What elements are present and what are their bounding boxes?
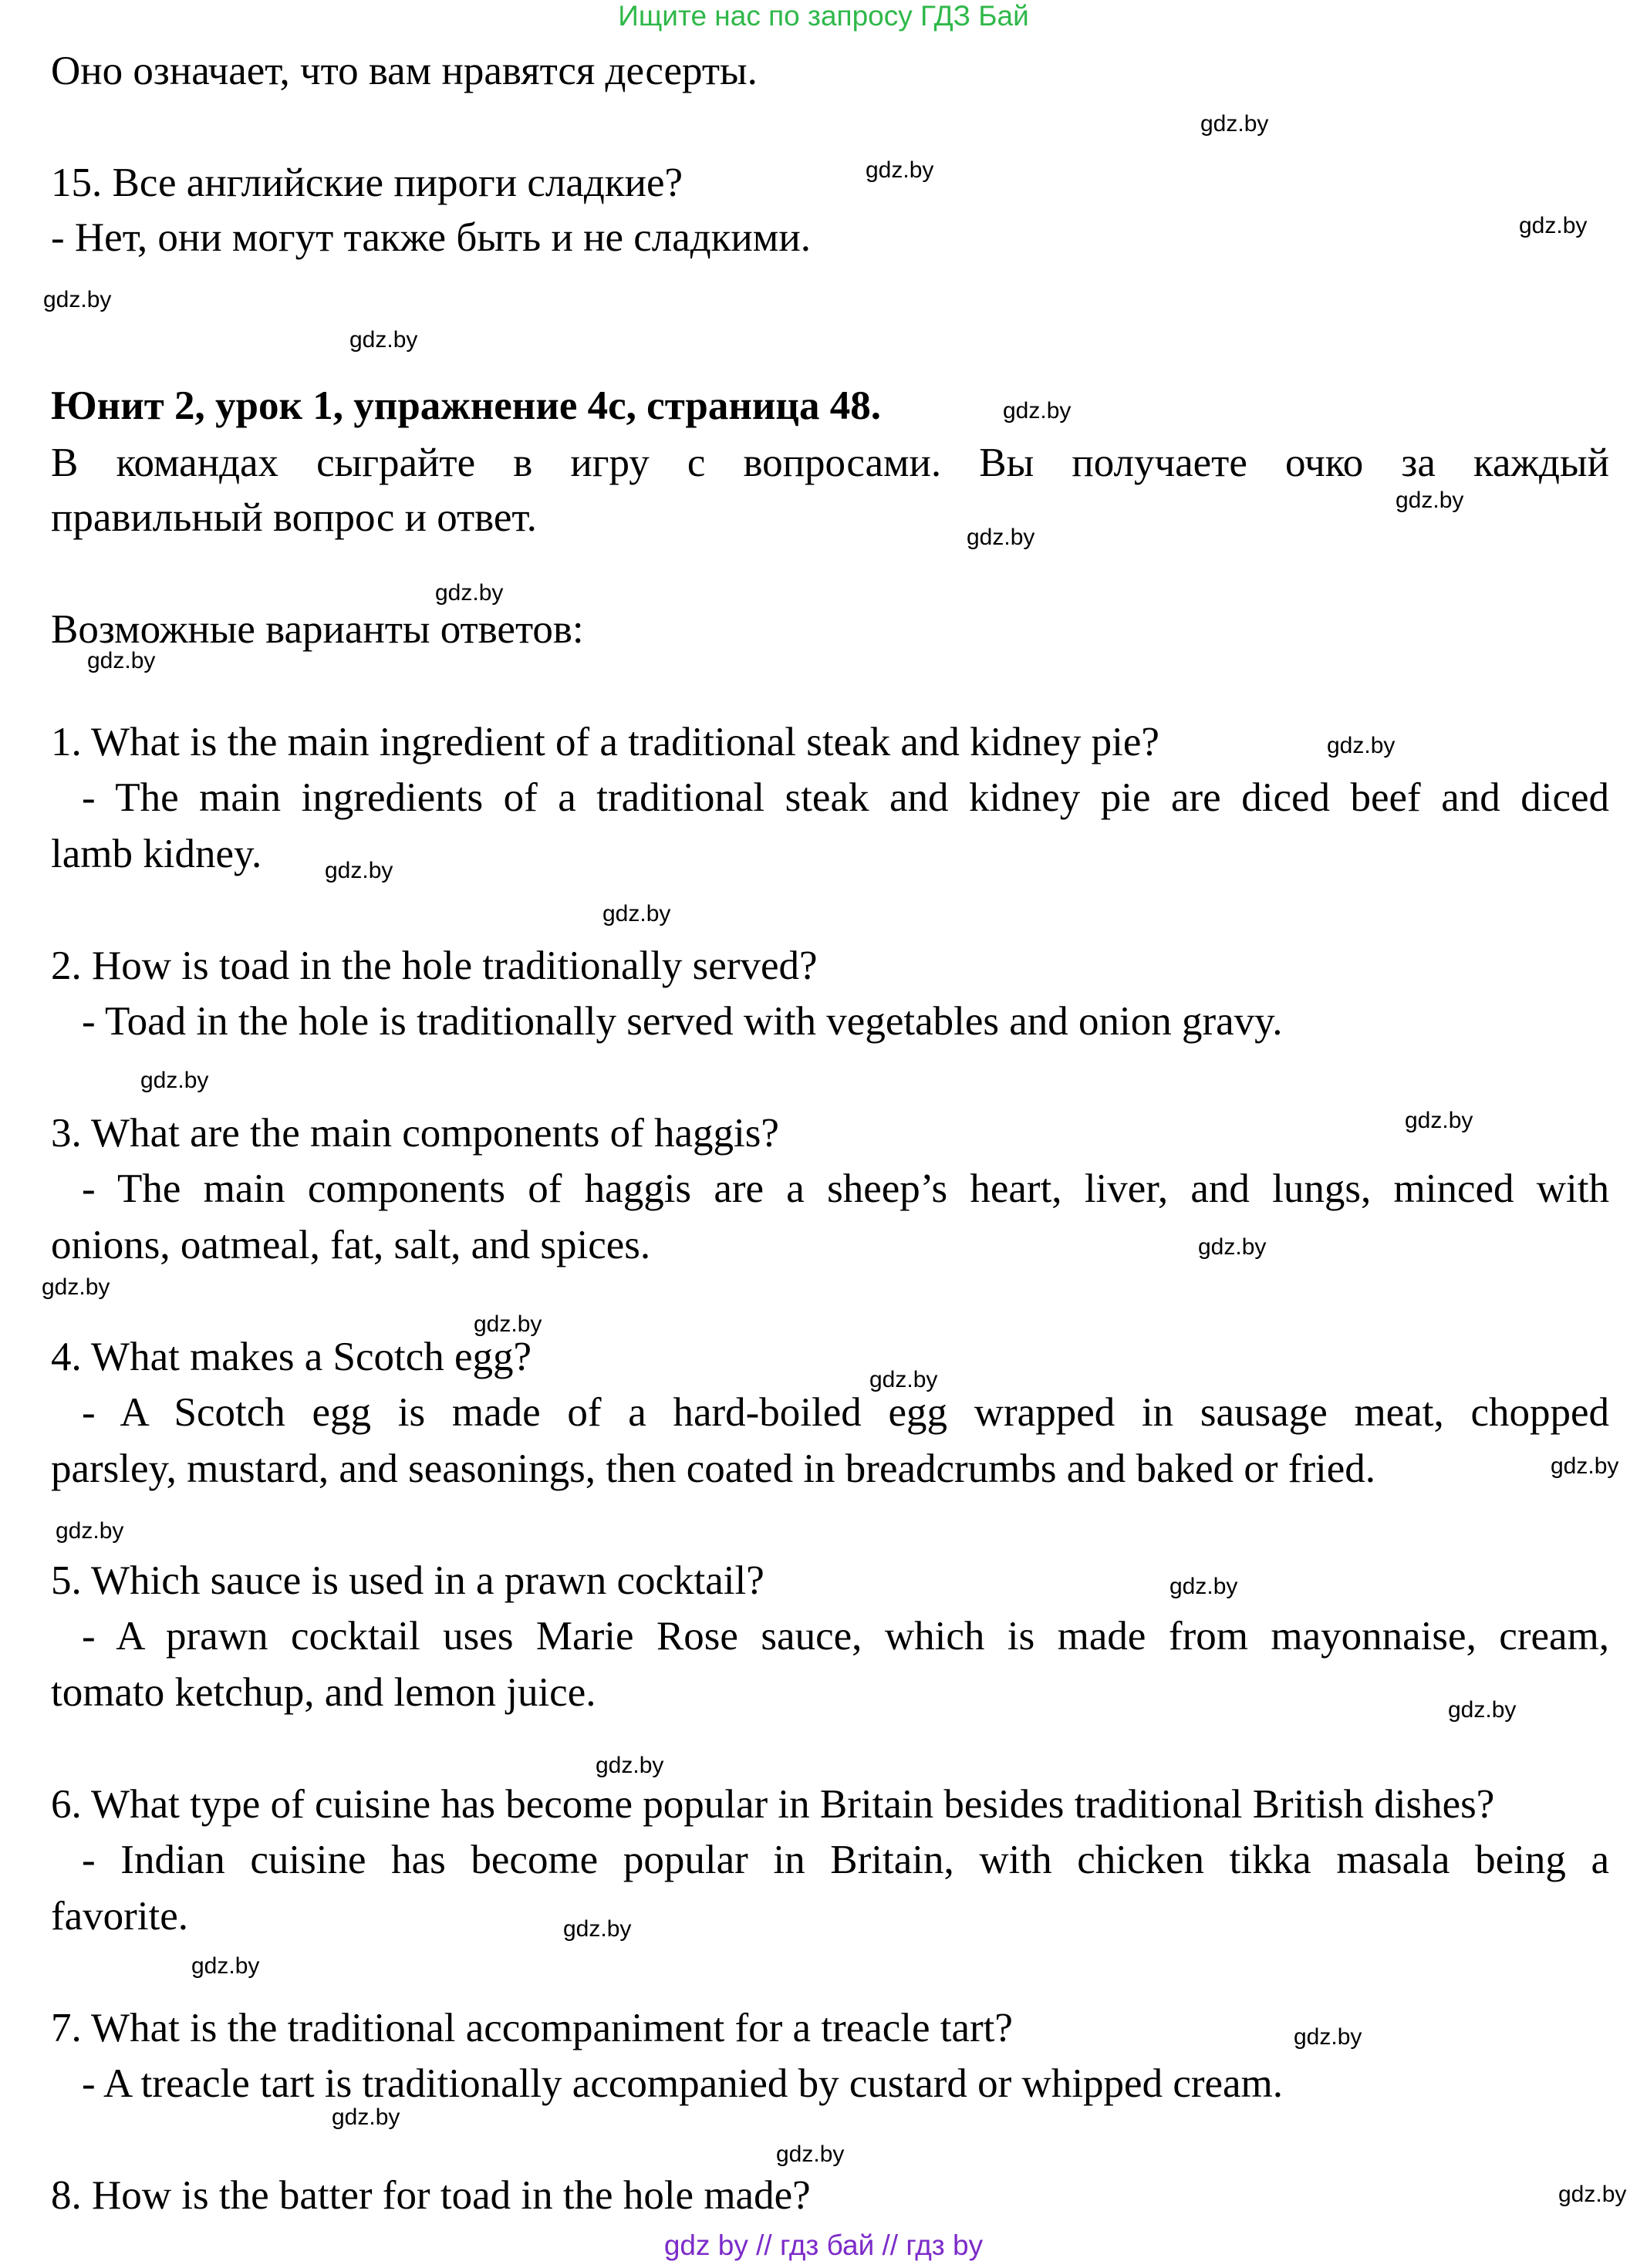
watermark: gdz.by (1169, 1574, 1238, 1599)
question-4: 4. What makes a Scotch egg? (51, 1335, 532, 1379)
watermark: gdz.by (869, 1367, 938, 1392)
watermark: gdz.by (563, 1916, 632, 1942)
watermark: gdz.by (191, 1953, 260, 1979)
question-2: 2. How is toad in the hole traditionally served? (51, 943, 818, 988)
watermark: gdz.by (866, 157, 934, 183)
watermark: gdz.by (435, 580, 504, 606)
watermark: gdz.by (474, 1311, 542, 1337)
question-3: 3. What are the main components of haggis? (51, 1111, 779, 1156)
watermark: gdz.by (596, 1753, 664, 1778)
watermark: gdz.by (140, 1068, 209, 1093)
variants-label: Возможные варианты ответов: (51, 607, 584, 652)
answer-4-line-2: parsley, mustard, and seasonings, then coated in breadcrumbs and baked or fried. (51, 1446, 1376, 1491)
section-heading: Юнит 2, урок 1, упражнение 4с, страница 48. (51, 383, 881, 428)
watermark: gdz.by (1448, 1697, 1517, 1723)
answer-1-line-2: lamb kidney. (51, 832, 262, 876)
answer-2: - Toad in the hole is traditionally served with vegetables and onion gravy. (82, 999, 1283, 1044)
answer-15: - Нет, они могут также быть и не сладкими. (51, 215, 811, 260)
watermark: gdz.by (1551, 1453, 1619, 1479)
answer-4-line-1: - A Scotch egg is made of a hard-boiled egg wrapped in sausage meat, chopped (82, 1390, 1609, 1435)
question-5: 5. Which sauce is used in a prawn cocktail? (51, 1558, 764, 1603)
watermark: gdz.by (56, 1518, 124, 1544)
bottom-banner: gdz by // гдз бай // гдз by (663, 2229, 984, 2261)
watermark: gdz.by (1558, 2182, 1627, 2207)
answer-6-line-2: favorite. (51, 1894, 189, 1939)
watermark: gdz.by (1519, 213, 1588, 238)
watermark: gdz.by (332, 2104, 400, 2130)
watermark: gdz.by (967, 525, 1035, 550)
watermark: gdz.by (602, 901, 671, 926)
watermark: gdz.by (1198, 1234, 1267, 1260)
watermark: gdz.by (1396, 488, 1464, 513)
watermark: gdz.by (776, 2141, 845, 2167)
watermark: gdz.by (1405, 1108, 1473, 1133)
watermark: gdz.by (1294, 2024, 1362, 2050)
task-line-1: В командах сыграйте в игру с вопросами. Вы получаете очко за каждый (51, 440, 1609, 485)
answer-3-line-1: - The main components of haggis are a sheep’s heart, liver, and lungs, minced with (82, 1166, 1609, 1211)
question-6: 6. What type of cuisine has become popular in Britain besides traditional British dishes? (51, 1782, 1495, 1827)
watermark: gdz.by (1003, 398, 1072, 424)
answer-6-line-1: - Indian cuisine has become popular in Britain, with chicken tikka masala being a (82, 1838, 1609, 1882)
question-1: 1. What is the main ingredient of a traditional steak and kidney pie? (51, 720, 1159, 764)
watermark: gdz.by (1327, 733, 1396, 758)
watermark: gdz.by (42, 1274, 110, 1300)
watermark: gdz.by (1200, 111, 1269, 137)
answer-5-line-2: tomato ketchup, and lemon juice. (51, 1670, 596, 1715)
answer-5-line-1: - A prawn cocktail uses Marie Rose sauce, which is made from mayonnaise, cream, (82, 1614, 1609, 1659)
watermark: gdz.by (43, 287, 112, 312)
watermark: gdz.by (349, 327, 418, 353)
answer-1-line-1: - The main ingredients of a traditional steak and kidney pie are diced beef and diced (82, 775, 1609, 820)
answer-7: - A treacle tart is traditionally accompanied by custard or whipped cream. (82, 2061, 1284, 2106)
watermark: gdz.by (325, 858, 393, 883)
answer-line: Оно означает, что вам нравятся десерты. (51, 49, 758, 93)
top-banner: Ищите нас по запросу ГДЗ Бай (618, 0, 1029, 32)
task-line-2: правильный вопрос и ответ. (51, 495, 537, 540)
question-7: 7. What is the traditional accompaniment for a treacle tart? (51, 2006, 1013, 2050)
question-8: 8. How is the batter for toad in the hole made? (51, 2173, 811, 2218)
answer-3-line-2: onions, oatmeal, fat, salt, and spices. (51, 1223, 651, 1267)
question-15: 15. Все английские пироги сладкие? (51, 160, 683, 205)
watermark: gdz.by (87, 648, 156, 673)
